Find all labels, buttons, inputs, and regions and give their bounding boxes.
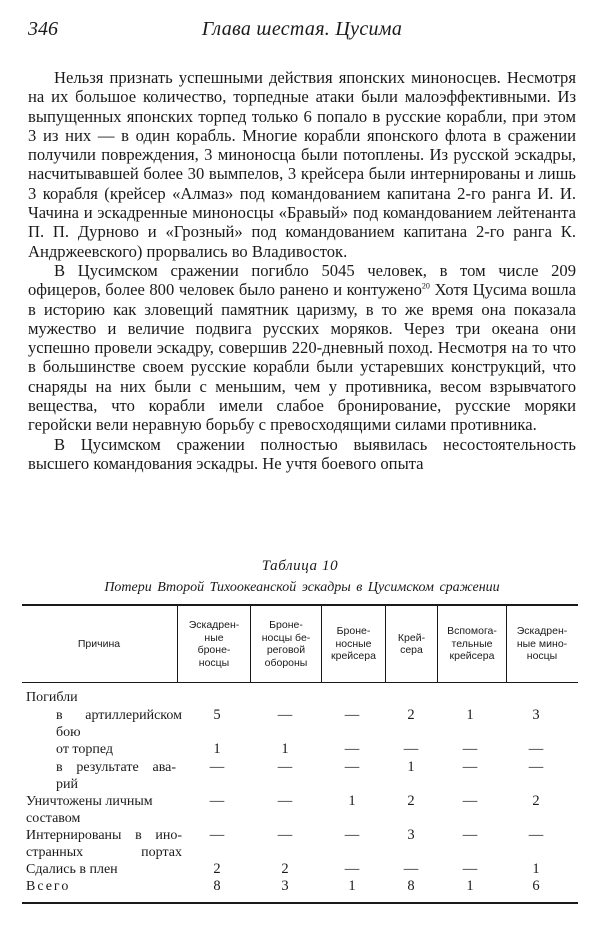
paragraph-2-text: В Цусимском сражении погибло 5045 человек, в том числе 209 офицеров, более 800 человек было ранено и контужено bbox=[28, 260, 576, 300]
table-cell: 2 bbox=[213, 861, 221, 877]
row-label: Сдались в плен bbox=[26, 862, 118, 877]
table-cell: 1 bbox=[466, 707, 474, 723]
row-label: в результате ава- рий bbox=[56, 760, 176, 792]
footnote-ref: 20 bbox=[421, 281, 430, 291]
table-cell: 3 bbox=[407, 827, 415, 843]
header-armored-cruisers: Броне- носные крейсера bbox=[331, 625, 376, 663]
body-text bbox=[28, 68, 576, 473]
table-cell: — bbox=[209, 759, 225, 775]
table-cell-total: 6 bbox=[532, 878, 540, 894]
paragraph-1: Нельзя признать успешными действия японских миноносцев. Несмотря на их большое количество, торпедные атаки были малоэффективными. Из выпущенных японских торпед только 6 попало в русские корабли, при этом 3 из них — в один корабль. Многие корабли японского флота в сражении получили повреждения, 3 миноносца были потоплены. Из русской эскадры, насчитывавшей более 30 вымпелов, 3 крейсера были интернированы и лишь 3 корабля (крейсер «Алмаз» под командованием капитана 2-го ранга И. И. Чачина и эскадренные миноносцы «Бравый» под командованием лейтенанта П. П. Дурново и «Грозный» под командованием капитана 2-го ранга К. Андржеевского) прорвались во Владивосток. bbox=[28, 68, 576, 261]
table-cell: — bbox=[462, 793, 478, 809]
header-destroyers: Эскадрен- ные мино- носцы bbox=[516, 625, 568, 663]
row-label: Погибли bbox=[26, 690, 78, 705]
table-cell: — bbox=[462, 759, 478, 775]
table-subtitle: Потери Второй Тихоокеанской эскадры в Цусимском сражении bbox=[104, 580, 500, 595]
table-cell: 5 bbox=[213, 707, 221, 723]
table-bottom-rule bbox=[22, 902, 578, 904]
page-header bbox=[28, 18, 576, 44]
table-cell: — bbox=[277, 793, 293, 809]
row-label: Интернированы в ино- странных портах bbox=[26, 828, 182, 860]
table-cell: — bbox=[403, 861, 419, 877]
table-header-rule bbox=[22, 682, 578, 683]
table-cell-total: 1 bbox=[466, 878, 474, 894]
table-cell: 1 bbox=[213, 741, 221, 757]
row-label: от торпед bbox=[56, 742, 114, 757]
table-cell: — bbox=[344, 827, 360, 843]
table-cell: — bbox=[403, 741, 419, 757]
paragraph-2b-text: Хотя Цусима вошла в историю как зловещий памятник царизму, в то же время она показала мужество и величие подвига русских моряков. Через три океана они успешно провели эскадру, совершив 220-дневный поход. Несмотря на то что в большинстве своем русские корабли были устаревших конструкций, что снаряды на них были с меньшим, чем у противника, весом взрывчатого вещества, что корабли имели слабое бронирование, русские моряки геройски вели неравную борьбу с превосходящими силами противника. bbox=[28, 280, 576, 435]
chapter-title: Глава шестая. Цусима bbox=[201, 18, 403, 40]
table-cell: — bbox=[344, 707, 360, 723]
table-cell: 2 bbox=[407, 793, 415, 809]
paragraph-3: В Цусимском сражении полностью выявилась несостоятельность высшего командования эскадры. Не учтя боевого опыта bbox=[28, 434, 576, 473]
page-number: 346 bbox=[28, 18, 58, 40]
table-cell: 2 bbox=[407, 707, 415, 723]
table-top-rule bbox=[22, 604, 578, 606]
table-cell: — bbox=[277, 759, 293, 775]
table-cell: 1 bbox=[407, 759, 415, 775]
table-cell-total: 3 bbox=[281, 878, 289, 894]
table-cell-total: 8 bbox=[407, 878, 415, 894]
table-title: Таблица 10 bbox=[261, 558, 339, 574]
table-cell: — bbox=[344, 861, 360, 877]
table-cell: — bbox=[462, 741, 478, 757]
table-cell: 1 bbox=[348, 793, 356, 809]
row-label: в артиллерийском бою bbox=[56, 708, 182, 740]
table-cell: — bbox=[462, 861, 478, 877]
table-cell: — bbox=[462, 827, 478, 843]
header-cause: Причина bbox=[77, 637, 121, 650]
table-cell: — bbox=[344, 741, 360, 757]
table-cell: 2 bbox=[532, 793, 540, 809]
table-cell: 2 bbox=[281, 861, 289, 877]
table-cell: — bbox=[209, 827, 225, 843]
table-cell-total: 1 bbox=[348, 878, 356, 894]
table-cell: — bbox=[344, 759, 360, 775]
table-cell: 1 bbox=[532, 861, 540, 877]
header-coastal-battleships: Броне- носцы бе- реговой обороны bbox=[261, 619, 311, 669]
header-cruisers: Крей- сера bbox=[397, 631, 426, 656]
row-label-total: Всего bbox=[26, 879, 71, 894]
paragraph-2 bbox=[28, 261, 576, 435]
header-auxiliary-cruisers: Вспомога- тельные крейсера bbox=[447, 625, 497, 663]
table-cell: — bbox=[528, 759, 544, 775]
table-cell: 3 bbox=[532, 707, 540, 723]
table-cell-total: 8 bbox=[213, 878, 221, 894]
table-cell: 1 bbox=[281, 741, 289, 757]
row-label: Уничтожены личным составом bbox=[26, 794, 153, 826]
table-cell: — bbox=[277, 827, 293, 843]
table-cell: — bbox=[528, 741, 544, 757]
table-cell: — bbox=[209, 793, 225, 809]
table-cell: — bbox=[277, 707, 293, 723]
header-squadron-battleships: Эскадрен- ные броне- носцы bbox=[188, 619, 240, 669]
table-cell: — bbox=[528, 827, 544, 843]
